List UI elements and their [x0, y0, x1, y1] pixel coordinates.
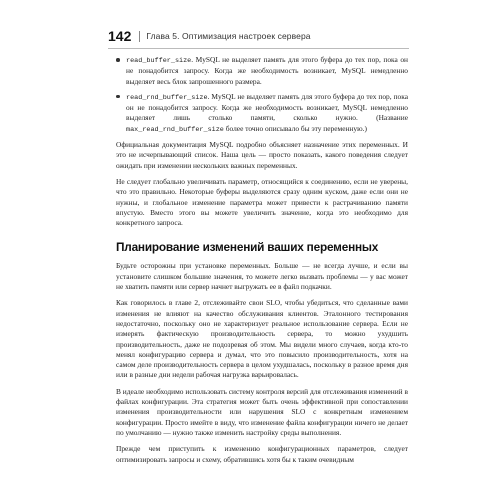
paragraph: Прежде чем приступить к изменению конфигурационных параметров, следует оптимизировать запросы и схему, обратившись хотя бы к таким очевидным [116, 444, 408, 464]
running-header [108, 27, 408, 45]
list-item-description: . MySQL не выделяет память для этого буфера до тех пор, пока он не понадобится запросу. Когда же необходимость возникает, MySQL немедленно выделяет весь блок запрошенного размера. [126, 55, 408, 86]
list-item-text [126, 92, 408, 135]
paragraph: Не следует глобально увеличивать параметр, относящийся к соединению, если не уверены, что это правильно. Некоторые буферы выделяются сразу одним куском, даже если они не нужны, и глобальное изменение параметра может привести к растрачиванию памяти впустую. Вместо этого вы можете увеличить значение, когда это необходимо для конкретного запроса. [116, 176, 408, 228]
section-heading: Планирование изменений ваших переменных [116, 240, 379, 255]
paragraph: Официальная документация MySQL подробно объясняет назначение этих переменных. И это не исчерпывающий список. Наша цель — просто показать, какого поведения следует ожидать при изменении нескольких важных переменных. [116, 140, 408, 170]
page-body [116, 55, 408, 471]
chapter-title: Глава 5. Оптимизация настроек сервера [146, 31, 311, 41]
list-item-text [126, 55, 408, 87]
list-item-description: . MySQL не выделяет память для этого буфера до тех пор, пока он не понадобится запросу. Когда же необходимость возникает, MySQL немедленно выделяет лишь столько памяти, сколько нужно. (Название [126, 91, 408, 123]
paragraph: Как говорилось в главе 2, отслеживайте свои SLO, чтобы убедиться, что сделанные вами изменения не влияют на качество обслуживания клиентов. Эталонного тестирования недостаточно, поскольку оно не характеризует реальное использование сервера. Если не измерять фактическую производительность сервера, то можно ухудшить производительность, даже не подозревая об этом. Мы видели много случаев, когда кто-то менял конфигурацию сервера и думал, что это повысило производительность, хотя на самом деле производительность сервера в целом ухудшалась, поскольку в разное время дня или в разные дни недели рабочая нагрузка варьировалась. [116, 298, 408, 380]
paragraph: Будьте осторожны при установке переменных. Больше — не всегда лучше, и если вы установите слишком большие значения, то можете легко вызвать проблемы — у вас может не хватить памяти или сервер начнет выгружать ее в файл подкачки. [116, 261, 408, 292]
page-number: 142 [108, 28, 132, 44]
variable-list [116, 55, 408, 135]
paragraph: В идеале необходимо использовать систему контроля версий для отслеживания изменений в файлах конфигурации. Эта стратегия может быть очень эффективной при сопоставлении изменения производительности или нарушения SLO с конкретным изменением конфигурации. Просто имейте в виду, что изменение файла конфигурации ничего не делает по умолчанию — нужно также изменить настройку среды выполнения. [116, 386, 408, 437]
bullet-icon [116, 95, 120, 99]
list-item-description-tail: более точно описывало бы эту переменную.) [223, 123, 367, 133]
code-variable-name: read_rnd_buffer_size [126, 93, 208, 102]
list-item [116, 55, 408, 87]
code-variable-name-alt: max_read_rnd_buffer_size [126, 125, 224, 134]
bullet-icon [116, 58, 120, 62]
list-item [116, 92, 408, 135]
header-rule [108, 48, 409, 49]
code-variable-name: read_buffer_size [126, 57, 192, 65]
header-separator [139, 31, 140, 42]
